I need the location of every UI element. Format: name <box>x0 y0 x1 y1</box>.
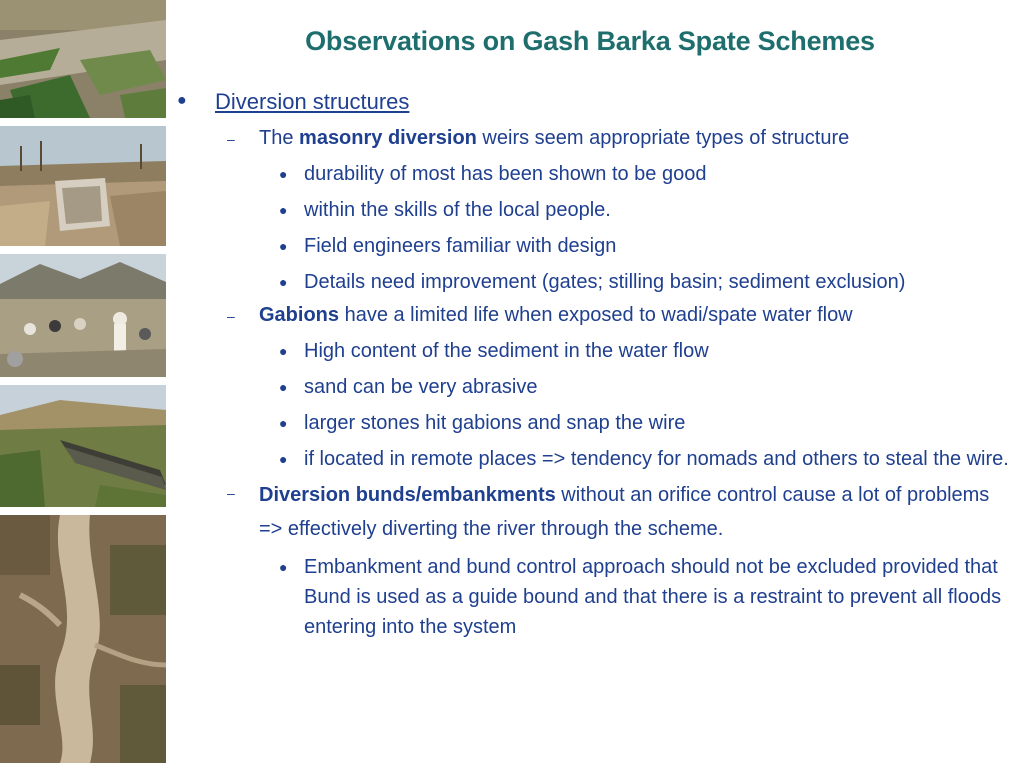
bullet-dot-icon: ● <box>279 237 288 254</box>
dash-icon: – <box>227 307 235 324</box>
bullet-dot-icon: ● <box>279 378 288 395</box>
gabions-point <box>175 301 1015 330</box>
bullet-dot-icon: ● <box>279 450 288 467</box>
masonry-rest: weirs seem appropriate types of structure <box>476 126 850 149</box>
list-item-text: if located in remote places => tendency for nomads and others to steal the wire. <box>304 447 1009 470</box>
list-item-text: larger stones hit gabions and snap the wire <box>304 411 686 434</box>
list-item <box>175 159 1015 189</box>
masonry-diversion-point <box>175 124 1015 153</box>
gabions-bold: Gabions <box>259 303 340 326</box>
bullet-dot-icon: ● <box>279 414 288 431</box>
masonry-diversion-weir-photo <box>0 126 166 246</box>
list-item <box>175 195 1015 225</box>
list-item <box>175 372 1015 402</box>
aerial-river-valley-photo <box>0 0 166 118</box>
list-item-text: sand can be very abrasive <box>304 375 538 398</box>
bullet-dot-icon: ● <box>279 201 288 218</box>
list-item <box>175 552 1015 642</box>
bullet-dot-icon: ● <box>177 92 187 109</box>
bullet-dot-icon: ● <box>279 165 288 182</box>
gabion-structure-photo <box>0 385 166 507</box>
list-item-text: within the skills of the local people. <box>304 198 611 221</box>
list-item-text: Details need improvement (gates; stilling basin; sediment exclusion) <box>304 270 906 293</box>
list-item-text: Field engineers familiar with design <box>304 234 617 257</box>
bunds-rest: without an orifice control cause a lot of problems => effectively diverting the river through the scheme. <box>259 483 990 540</box>
list-item <box>175 267 1015 297</box>
list-item-text: High content of the sediment in the water flow <box>304 339 709 362</box>
masonry-prefix: The <box>259 126 300 149</box>
list-item <box>175 336 1015 366</box>
photo-strip <box>0 0 166 768</box>
diversion-bunds-point <box>175 478 1015 546</box>
section-label: Diversion structures <box>215 89 410 114</box>
masonry-bold: masonry diversion <box>299 126 477 149</box>
bullet-dot-icon: ● <box>279 273 288 290</box>
list-item <box>175 444 1015 474</box>
section-diversion-structures <box>175 86 1015 118</box>
list-item-text: durability of most has been shown to be good <box>304 162 707 185</box>
bullet-dot-icon: ● <box>279 558 288 575</box>
bullet-dot-icon: ● <box>279 342 288 359</box>
dash-icon: – <box>227 484 235 501</box>
community-meeting-photo <box>0 254 166 377</box>
bunds-bold: Diversion bunds/embankments <box>259 483 556 506</box>
slide-content <box>175 86 1015 642</box>
satellite-wadi-map-photo <box>0 515 166 763</box>
gabions-rest: have a limited life when exposed to wadi/spate water flow <box>339 303 853 326</box>
slide-title: Observations on Gash Barka Spate Schemes <box>305 26 875 56</box>
dash-icon: – <box>227 130 235 147</box>
list-item <box>175 231 1015 261</box>
list-item <box>175 408 1015 438</box>
list-item-text: Embankment and bund control approach should not be excluded provided that Bund is used as a guide bound and that there is a restraint to prevent all floods entering into the system <box>304 555 1002 638</box>
